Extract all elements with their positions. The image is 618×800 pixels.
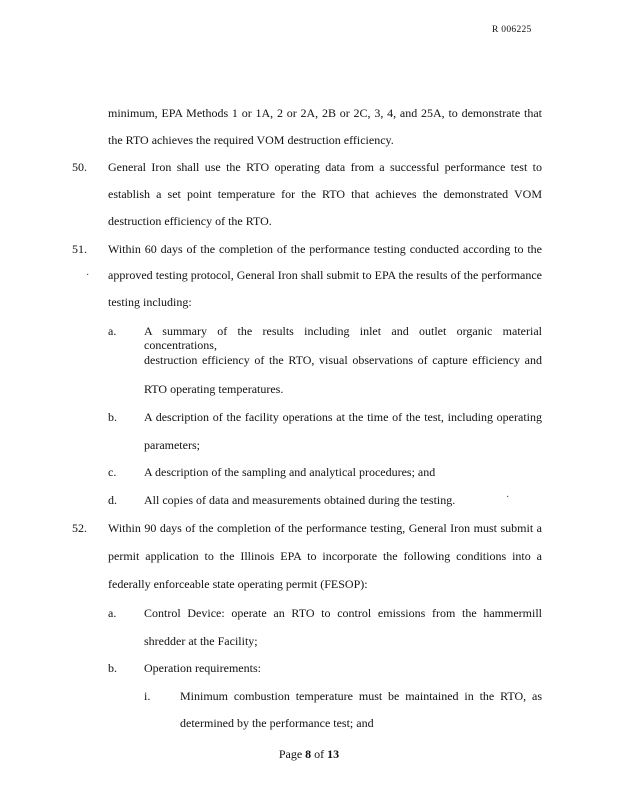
item-51b-line-2: parameters; — [144, 438, 200, 452]
paragraph-51-line-2: approved testing protocol, General Iron shall submit to EPA the results of the performance — [108, 268, 542, 282]
item-52a-line-1: Control Device: operate an RTO to control emissions from the hammermill — [144, 606, 542, 620]
subitem-52b-i-line-1: Minimum combustion temperature must be maintained in the RTO, as — [180, 689, 542, 703]
continuation-line-1: minimum, EPA Methods 1 or 1A, 2 or 2A, 2B or 2C, 3, 4, and 25A, to demonstrate that — [108, 106, 542, 120]
paragraph-52-line-2: permit application to the Illinois EPA to incorporate the following conditions into a — [108, 549, 542, 563]
paragraph-number-50: 50. — [72, 160, 87, 174]
paragraph-52-line-3: federally enforceable state operating permit (FESOP): — [108, 577, 368, 591]
item-51a-line-3: RTO operating temperatures. — [144, 382, 284, 396]
scan-speck: · — [86, 270, 90, 281]
item-label-51d: d. — [108, 493, 117, 507]
paragraph-number-52: 52. — [72, 521, 87, 535]
footer-page-total: 13 — [327, 747, 340, 761]
footer-prefix: Page — [278, 747, 306, 761]
item-label-52b: b. — [108, 661, 117, 675]
footer-middle: of — [311, 747, 328, 761]
item-label-51b: b. — [108, 410, 117, 424]
item-51d-line-1: All copies of data and measurements obtained during the testing. — [144, 493, 456, 507]
item-52b-line-1: Operation requirements: — [144, 661, 261, 675]
item-label-52a: a. — [108, 606, 117, 620]
item-51b-line-1: A description of the facility operations at the time of the test, including operating — [144, 410, 542, 424]
paragraph-51-line-1: Within 60 days of the completion of the performance testing conducted according to the — [108, 242, 542, 256]
paragraph-51-line-3: testing including: — [108, 295, 192, 309]
footer-page-number: 8 — [305, 747, 312, 761]
continuation-line-2: the RTO achieves the required VOM destruction efficiency. — [108, 133, 394, 147]
paragraph-50-line-1: General Iron shall use the RTO operating data from a successful performance test to — [108, 160, 542, 174]
paragraph-52-line-1: Within 90 days of the completion of the performance testing, General Iron must submit a — [108, 521, 542, 535]
bates-number: R 006225 — [492, 25, 532, 35]
item-51c-line-1: A description of the sampling and analytical procedures; and — [144, 465, 436, 479]
scan-speck: · — [506, 492, 510, 503]
subitem-label-52b-i: i. — [144, 689, 151, 703]
paragraph-number-51: 51. — [72, 242, 87, 256]
subitem-52b-i-line-2: determined by the performance test; and — [180, 716, 374, 730]
paragraph-50-line-3: destruction efficiency of the RTO. — [108, 214, 272, 228]
item-label-51a: a. — [108, 324, 117, 338]
item-51a-line-1: A summary of the results including inlet and outlet organic material concentrations, — [144, 324, 542, 352]
item-51a-line-2: destruction efficiency of the RTO, visual observations of capture efficiency and — [144, 353, 542, 367]
paragraph-50-line-2: establish a set point temperature for the RTO that achieves the demonstrated VOM — [108, 187, 542, 201]
item-52a-line-2: shredder at the Facility; — [144, 634, 258, 648]
page-footer — [0, 747, 618, 762]
item-label-51c: c. — [108, 465, 117, 479]
